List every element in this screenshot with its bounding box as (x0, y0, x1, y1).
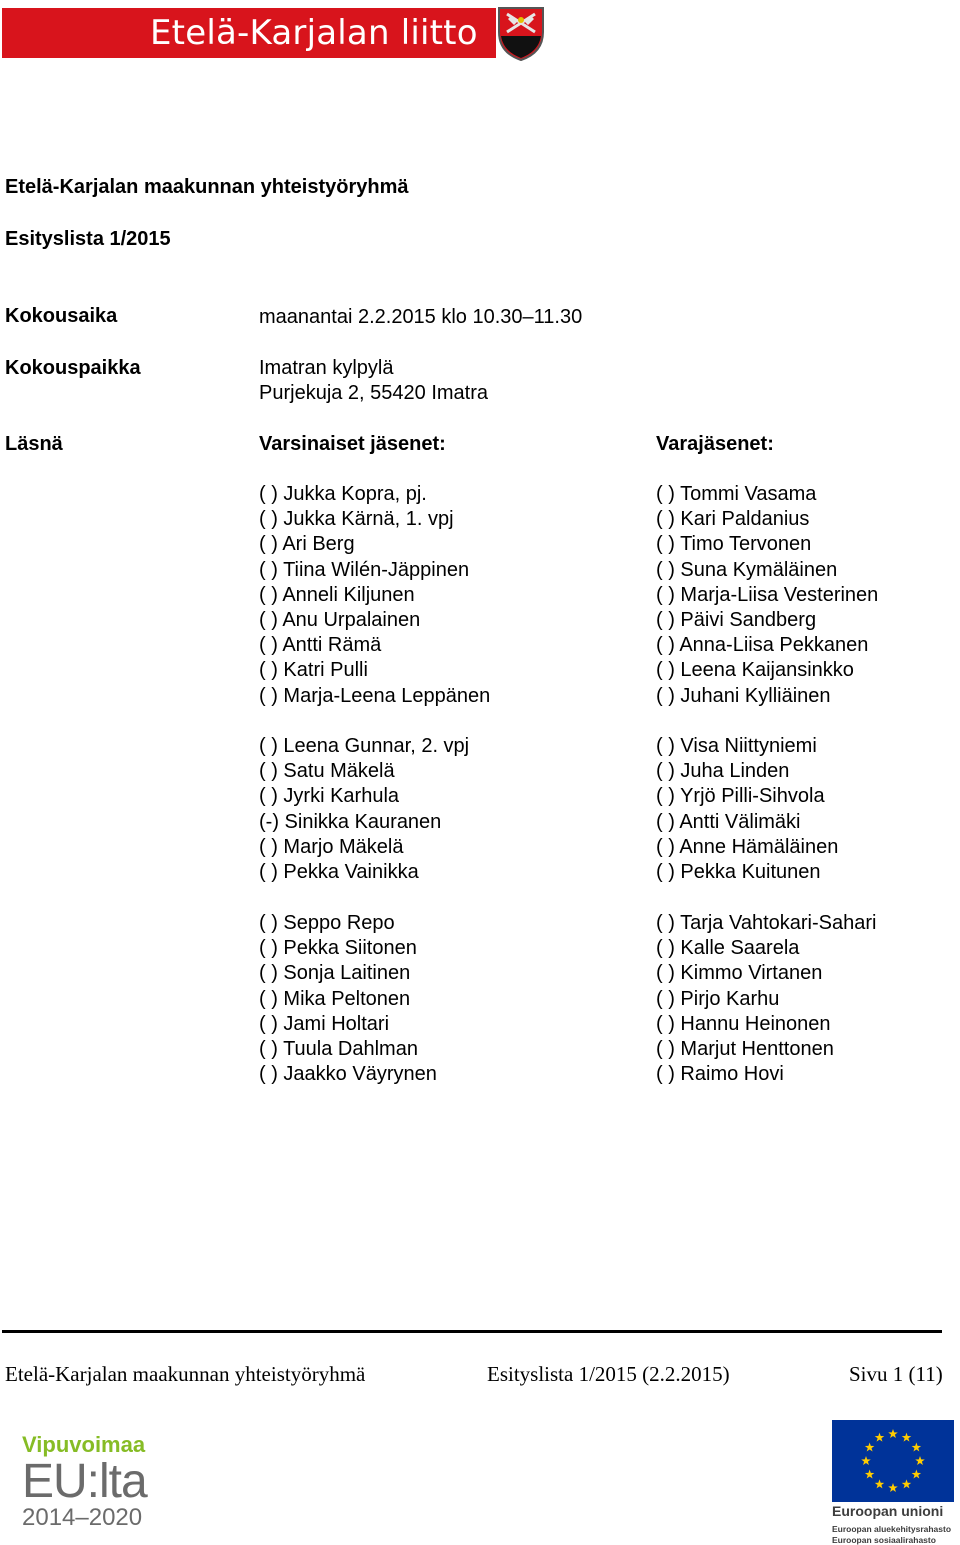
list-item: ( ) Pekka Kuitunen (656, 860, 821, 883)
list-item: ( ) Marjut Henttonen (656, 1037, 834, 1060)
list-item: ( ) Anna-Liisa Pekkanen (656, 634, 869, 657)
list-item: ( ) Pekka Siitonen (259, 937, 417, 960)
list-item: ( ) Ari Berg (259, 533, 355, 556)
list-item: ( ) Jaakko Väyrynen (259, 1063, 437, 1086)
list-item: ( ) Yrjö Pilli-Sihvola (656, 785, 825, 808)
list-item: ( ) Päivi Sandberg (656, 608, 817, 631)
list-item: ( ) Mika Peltonen (259, 987, 411, 1010)
list-item: ( ) Tiina Wilén-Jäppinen (259, 558, 470, 581)
list-item: ( ) Leena Gunnar, 2. vpj (259, 735, 470, 757)
list-item: ( ) Jukka Kärnä, 1. vpj (259, 508, 454, 531)
list-item: ( ) Juhani Kylliäinen (656, 684, 831, 707)
vipuvoimaa-title: Vipuvoimaa (22, 1432, 146, 1457)
list-item: ( ) Sonja Laitinen (259, 962, 411, 985)
list-item: (-) Sinikka Kauranen (259, 810, 442, 833)
deputies-heading: Varajäsenet: (656, 433, 774, 455)
group-name: Etelä-Karjalan maakunnan yhteistyöryhmä (5, 176, 409, 198)
footer-group-name: Etelä-Karjalan maakunnan yhteistyöryhmä (5, 1362, 366, 1386)
list-item: ( ) Timo Tervonen (656, 533, 812, 556)
list-item: ( ) Tuula Dahlman (259, 1037, 418, 1060)
list-item: ( ) Kalle Saarela (656, 937, 800, 960)
meeting-place-line-1: Imatran kylpylä (259, 357, 394, 379)
eu-name: Euroopan unioni (832, 1503, 944, 1519)
vipuvoimaa-main: EU:lta (22, 1455, 147, 1508)
meeting-place-line-2: Purjekuja 2, 55420 Imatra (259, 382, 489, 404)
list-item: ( ) Raimo Hovi (656, 1063, 784, 1086)
eu-sub-line-1: Euroopan aluekehitysrahasto (832, 1524, 952, 1534)
letterhead-banner (2, 8, 496, 58)
present-label: Läsnä (5, 433, 63, 455)
list-item: ( ) Anne Hämäläinen (656, 835, 839, 858)
footer-page-number: Sivu 1 (11) (849, 1362, 943, 1386)
list-item: ( ) Marja-Liisa Vesterinen (656, 583, 879, 606)
list-item: ( ) Anu Urpalainen (259, 608, 421, 631)
vipuvoimaa-years: 2014–2020 (22, 1504, 143, 1531)
org-name: Etelä-Karjalan liitto (150, 13, 478, 53)
members-list-group-2 (259, 734, 469, 885)
eu-logo (832, 1420, 954, 1545)
list-item: ( ) Juha Linden (656, 760, 790, 783)
deputies-list-group-2 (656, 734, 838, 885)
footer-divider (2, 1330, 942, 1333)
list-item: ( ) Tarja Vahtokari-Sahari (656, 912, 877, 934)
list-item: ( ) Marja-Leena Leppänen (259, 684, 491, 707)
vipuvoimaa-logo (22, 1432, 172, 1532)
meeting-time-value: maanantai 2.2.2015 klo 10.30–11.30 (259, 306, 583, 328)
coat-of-arms-icon (497, 6, 545, 62)
list-item: ( ) Jukka Kopra, pj. (259, 483, 427, 505)
list-item: ( ) Antti Välimäki (656, 810, 801, 833)
list-item: ( ) Pirjo Karhu (656, 987, 780, 1010)
list-item: ( ) Suna Kymäläinen (656, 558, 838, 581)
list-item: ( ) Antti Rämä (259, 634, 382, 657)
members-heading: Varsinaiset jäsenet: (259, 433, 446, 455)
list-item: ( ) Kimmo Virtanen (656, 962, 823, 985)
list-item: ( ) Kari Paldanius (656, 508, 810, 531)
list-item: ( ) Marjo Mäkelä (259, 835, 404, 858)
members-list-group-1 (259, 482, 490, 709)
list-item: ( ) Katri Pulli (259, 659, 368, 682)
document-title: Esityslista 1/2015 (5, 228, 171, 250)
list-item: ( ) Tommi Vasama (656, 483, 817, 505)
list-item: ( ) Seppo Repo (259, 912, 395, 934)
list-item: ( ) Visa Niittyniemi (656, 735, 817, 757)
eu-sub-line-2: Euroopan sosiaalirahasto (832, 1535, 936, 1545)
list-item: ( ) Satu Mäkelä (259, 760, 395, 783)
list-item: ( ) Jyrki Karhula (259, 785, 400, 808)
list-item: ( ) Jami Holtari (259, 1012, 390, 1035)
list-item: ( ) Leena Kaijansinkko (656, 659, 854, 682)
deputies-list-group-1 (656, 482, 878, 709)
meeting-place-label: Kokouspaikka (5, 357, 141, 379)
members-list-group-3 (259, 911, 437, 1087)
list-item: ( ) Anneli Kiljunen (259, 583, 415, 606)
footer-document-ref: Esityslista 1/2015 (2.2.2015) (487, 1362, 730, 1386)
eu-flag-icon (832, 1420, 954, 1502)
list-item: ( ) Hannu Heinonen (656, 1012, 831, 1035)
deputies-list-group-3 (656, 911, 876, 1087)
list-item: ( ) Pekka Vainikka (259, 860, 419, 883)
meeting-time-label: Kokousaika (5, 305, 118, 327)
